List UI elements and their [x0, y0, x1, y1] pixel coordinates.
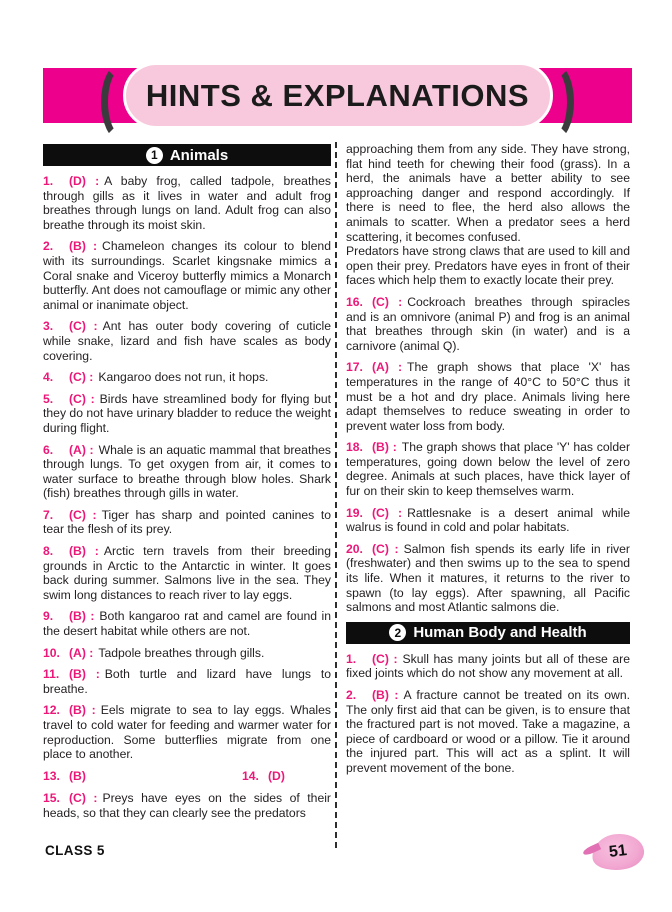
answer-option: (B) : — [69, 703, 96, 718]
answer-item — [43, 443, 331, 501]
answer-item — [346, 295, 630, 353]
answer-label — [346, 440, 402, 454]
answer-option: (B) : — [69, 544, 99, 559]
answer-label — [43, 319, 103, 333]
question-number: 15. — [43, 791, 60, 806]
answer-item — [346, 688, 630, 776]
answer-text: Whale is an aquatic mammal that breathes through lungs. To get oxygen from air, it comes to water surface to breathe through blow holes. Shark (fish) breathes through gills in water. — [43, 442, 331, 501]
question-number: 19. — [346, 505, 363, 520]
answer-label — [43, 239, 102, 253]
question-number: 7. — [43, 507, 54, 522]
answer-option: (C) : — [372, 541, 399, 556]
question-number: 2. — [43, 239, 54, 254]
answer-label — [43, 609, 99, 623]
question-number: 8. — [43, 544, 54, 559]
continued-paragraph: approaching them from any side. They have strong, flat hind teeth for chewing their food (grass). In a herd, the animals have a better ability to see approaching danger and respond accordingly. If there is need to flee, the herd also allows the animals to scatter. When a predator sees a herd scattering, it becomes confused. — [346, 142, 630, 244]
answer-text: Ant has outer body covering of cuticle while snake, lizard and fish have scales as body covering. — [43, 319, 331, 363]
answer-text: Chameleon changes its colour to blend with its surroundings. Scarlet kingsnake mimics a Coral snake and Viceroy butterfly mimics a Monarch butterfly. Ant does not camouflage or mimic any other animal or inanimate object. — [43, 239, 331, 312]
answer-option: (D) : — [69, 174, 100, 188]
question-number: 12. — [43, 703, 60, 718]
answer-item — [43, 370, 331, 385]
answer-label — [346, 688, 403, 702]
answer-label — [43, 544, 104, 558]
answer-text: Arctic tern travels from their breeding grounds in Arctic to the Antarctic in winter. It goes back during summer. Salmons live in the sea. They swim long distances to reach river to lay eggs. — [43, 544, 331, 602]
question-number: 11. — [43, 667, 60, 682]
answer-text: A baby frog, called tadpole, breathes through gills as it lives in water and adult frog breathes through lungs on land. Adult frog can also breathe through its moist skin. — [43, 174, 331, 232]
page-number: 51 — [608, 841, 628, 862]
answer-text: Salmon fish spends its early life in river (freshwater) and then swims up to the sea to spend its life. When it matures, it returns to the river to spawn (to lay eggs). After spawning, all Pacific salmons and most Atlantic salmons die. — [346, 541, 630, 615]
answer-text: Both turtle and lizard have lungs to breathe. — [43, 667, 331, 696]
section-number-badge: 2 — [389, 624, 406, 641]
question-number: 1. — [346, 651, 357, 666]
answer-item — [346, 440, 630, 498]
answer-item — [43, 174, 331, 232]
answer-label — [346, 506, 407, 520]
answer-label — [43, 370, 98, 384]
answer-label — [43, 791, 102, 805]
answer-text: Birds have streamlined body for flying but they do not have urinary bladder to reduce the weight during flight. — [43, 391, 331, 435]
answer-text: Tiger has sharp and pointed canines to tear the flesh of its prey. — [43, 507, 331, 537]
answer-item-13 — [43, 769, 242, 784]
question-number: 4. — [43, 370, 54, 385]
answer-option: (D) — [268, 768, 285, 783]
question-number: 17. — [346, 360, 363, 375]
title-pill — [123, 62, 553, 129]
column-divider — [335, 142, 337, 848]
answer-option: (C) : — [69, 319, 98, 334]
answer-option: (C) : — [69, 391, 95, 406]
answer-text: Tadpole breathes through gills. — [98, 645, 265, 660]
answer-option: (C) : — [372, 294, 403, 309]
answer-label — [43, 508, 102, 522]
page-title: HINTS & EXPLANATIONS — [145, 77, 530, 113]
answer-label — [346, 652, 403, 666]
answer-item — [43, 544, 331, 602]
answer-option: (B) : — [69, 609, 95, 624]
answer-label — [43, 646, 98, 660]
answer-item — [43, 239, 331, 312]
answer-label — [43, 392, 100, 406]
answer-item — [43, 667, 331, 696]
question-number: 18. — [346, 440, 363, 455]
answer-text: Cockroach breathes through spiracles and is an omnivore (animal P) and frog is an animal that breathes through skin (in water) and is a carnivore (animal Q). — [346, 294, 630, 353]
answer-item — [346, 542, 630, 615]
answer-label — [43, 703, 101, 717]
answer-option: (A) : — [69, 442, 94, 457]
question-number: 1. — [43, 174, 54, 188]
header-band — [43, 68, 632, 123]
answer-item — [43, 319, 331, 363]
question-number: 20. — [346, 541, 363, 556]
answer-label — [346, 295, 407, 309]
answer-label — [43, 443, 99, 457]
answer-pair-row — [43, 769, 331, 784]
answer-option: (C) : — [69, 791, 98, 806]
answer-item — [43, 703, 331, 761]
answer-option: (B) : — [372, 440, 397, 455]
question-number: 3. — [43, 319, 54, 334]
section-header-animals — [43, 144, 331, 166]
answer-item — [346, 360, 630, 433]
question-number: 9. — [43, 609, 54, 624]
question-number: 6. — [43, 442, 54, 457]
answer-option: (B) — [69, 768, 86, 783]
answer-text: Preys have eyes on the sides of their heads, so that they can clearly see the predators — [43, 791, 331, 820]
question-number: 10. — [43, 645, 60, 660]
answer-label — [43, 174, 104, 188]
answer-item — [43, 508, 331, 537]
question-number: 14. — [242, 768, 259, 783]
answer-option: (A) : — [69, 645, 94, 660]
section-number-badge: 1 — [146, 147, 163, 164]
section-title: Animals — [169, 146, 229, 164]
answer-option: (B) : — [69, 667, 100, 682]
answer-item — [43, 791, 331, 820]
answer-item-14 — [242, 769, 290, 783]
answer-item — [346, 652, 630, 681]
answer-text: The graph shows that place 'X' has temperatures in the range of 40°C to 50°C thus it must be a hot and dry place. Animals living here adapt themselves to reduce sweating in order to prevent water loss from body. — [346, 360, 630, 433]
continued-paragraph: Predators have strong claws that are used to kill and open their prey. Predators have eyes in front of their faces which help them to exactly locate their prey. — [346, 244, 630, 288]
answer-text: Both kangaroo rat and camel are found in the desert habitat while others are not. — [43, 609, 331, 639]
answer-option: (B) : — [372, 688, 399, 702]
answer-text: The graph shows that place 'Y' has colder temperatures, going down below the level of zero degree. Animals at such places, have thick layer of fur on their skin to keep themselves warm. — [346, 440, 630, 499]
section-title: Human Body and Health — [413, 624, 587, 642]
answer-option: (C) : — [372, 651, 398, 666]
section-header-human-body — [346, 622, 630, 644]
answer-text: Kangaroo does not run, it hops. — [98, 370, 269, 385]
answer-option: (C) : — [372, 505, 403, 520]
answer-text: A fracture cannot be treated on its own. The only first aid that can be given, is to ensure that the fractured part is not moved. Take a magazine, a piece of cardboard or wood or a pillow. Tie it around the injured part. This will act as a splint. It will prevent movement of the bone. — [346, 688, 630, 775]
question-number: 2. — [346, 688, 357, 702]
answer-item — [43, 609, 331, 638]
answer-label — [346, 542, 404, 556]
left-column — [43, 142, 331, 848]
answer-label — [43, 769, 91, 783]
answer-text: Rattlesnake is a desert animal while walrus is found in cold and polar habitats. — [346, 505, 630, 535]
answer-option: (A) : — [372, 360, 403, 375]
answer-label — [43, 667, 105, 681]
question-number: 13. — [43, 768, 60, 783]
answer-option: (B) : — [69, 239, 98, 254]
answer-text: Eels migrate to sea to lay eggs. Whales travel to cold water for feeding and warmer water for reproduction. Some butterflies migrate from one place to another. — [43, 703, 331, 762]
question-number: 5. — [43, 391, 54, 406]
class-label: CLASS 5 — [45, 843, 105, 858]
answer-item — [43, 392, 331, 436]
content-area — [43, 142, 632, 848]
right-column — [346, 142, 630, 848]
answer-text: Skull has many joints but all of these are fixed joints which do not show any movement at all. — [346, 651, 630, 681]
answer-option: (C) : — [69, 507, 97, 522]
answer-item — [43, 646, 331, 661]
answer-label — [346, 360, 407, 374]
answer-option: (C) : — [69, 370, 94, 385]
question-number: 16. — [346, 294, 363, 309]
answer-item — [346, 506, 630, 535]
